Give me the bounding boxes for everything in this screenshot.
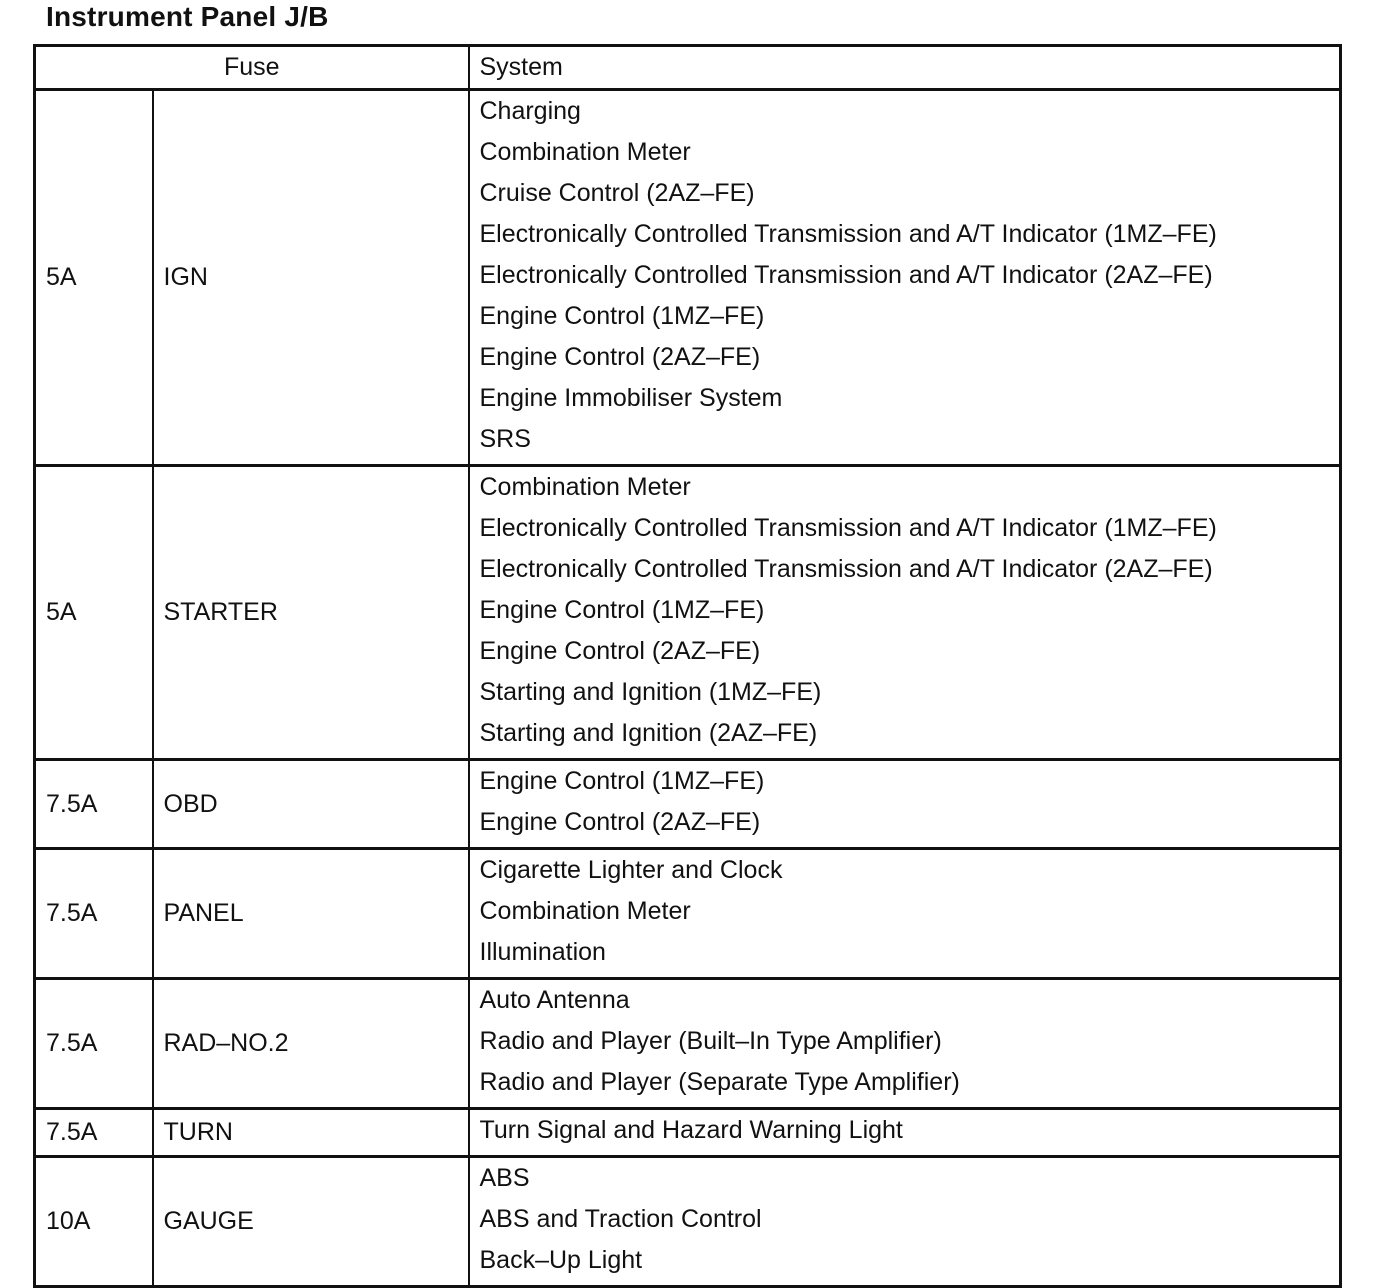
fuse-table <box>33 44 1342 1288</box>
system-item: Electronically Controlled Transmission and A/T Indicator (1MZ–FE) <box>479 514 1217 542</box>
system-item: Cigarette Lighter and Clock <box>479 856 783 884</box>
system-item: Combination Meter <box>479 897 691 925</box>
system-list <box>469 979 1341 1109</box>
system-item: Turn Signal and Hazard Warning Light <box>479 1116 903 1144</box>
system-item: Engine Control (2AZ–FE) <box>479 808 761 836</box>
system-item: Combination Meter <box>479 138 691 166</box>
system-item: Combination Meter <box>479 473 691 501</box>
system-item: Engine Control (2AZ–FE) <box>479 637 761 665</box>
system-item: SRS <box>479 425 531 453</box>
fuse-row <box>35 466 1341 760</box>
system-list <box>469 90 1341 466</box>
system-item: Charging <box>479 97 581 125</box>
fuse-amperage: 7.5A <box>35 849 153 979</box>
system-list <box>469 760 1341 849</box>
fuse-row <box>35 1109 1341 1157</box>
system-item: Engine Control (2AZ–FE) <box>479 343 761 371</box>
system-list <box>469 466 1341 760</box>
system-list <box>469 1157 1341 1287</box>
fuse-name: TURN <box>153 1109 469 1157</box>
system-item: Cruise Control (2AZ–FE) <box>479 179 755 207</box>
system-item: Radio and Player (Built–In Type Amplifier) <box>479 1027 942 1055</box>
fuse-amperage: 5A <box>35 466 153 760</box>
fuse-name: GAUGE <box>153 1157 469 1287</box>
system-item: Starting and Ignition (1MZ–FE) <box>479 678 822 706</box>
fuse-amperage: 7.5A <box>35 760 153 849</box>
fuse-row <box>35 849 1341 979</box>
system-item: Auto Antenna <box>479 986 630 1014</box>
system-item: ABS <box>479 1164 530 1192</box>
fuse-table-body <box>35 46 1341 1287</box>
header-row <box>35 46 1341 90</box>
system-item: Engine Control (1MZ–FE) <box>479 767 765 795</box>
fuse-row <box>35 90 1341 466</box>
fuse-name: STARTER <box>153 466 469 760</box>
system-item: Electronically Controlled Transmission and A/T Indicator (1MZ–FE) <box>479 220 1217 248</box>
fuse-name: OBD <box>153 760 469 849</box>
fuse-column-header: Fuse <box>35 46 469 90</box>
system-item: Electronically Controlled Transmission and A/T Indicator (2AZ–FE) <box>479 261 1213 289</box>
fuse-row <box>35 760 1341 849</box>
system-item: Back–Up Light <box>479 1246 643 1274</box>
system-item: Starting and Ignition (2AZ–FE) <box>479 719 818 747</box>
system-item: Radio and Player (Separate Type Amplifier) <box>479 1068 960 1096</box>
fuse-row <box>35 1157 1341 1287</box>
system-item: ABS and Traction Control <box>479 1205 762 1233</box>
fuse-name: IGN <box>153 90 469 466</box>
system-item: Engine Control (1MZ–FE) <box>479 596 765 624</box>
fuse-amperage: 10A <box>35 1157 153 1287</box>
system-list <box>469 1109 1341 1157</box>
system-item: Engine Control (1MZ–FE) <box>479 302 765 330</box>
fuse-amperage: 5A <box>35 90 153 466</box>
fuse-name: PANEL <box>153 849 469 979</box>
fuse-amperage: 7.5A <box>35 1109 153 1157</box>
fuse-amperage: 7.5A <box>35 979 153 1109</box>
fuse-name: RAD–NO.2 <box>153 979 469 1109</box>
system-item: Illumination <box>479 938 606 966</box>
system-list <box>469 849 1341 979</box>
system-item: Engine Immobiliser System <box>479 384 783 412</box>
page-title: Instrument Panel J/B <box>46 1 329 32</box>
system-item: Electronically Controlled Transmission and A/T Indicator (2AZ–FE) <box>479 555 1213 583</box>
fuse-row <box>35 979 1341 1109</box>
system-column-header: System <box>469 46 1341 90</box>
